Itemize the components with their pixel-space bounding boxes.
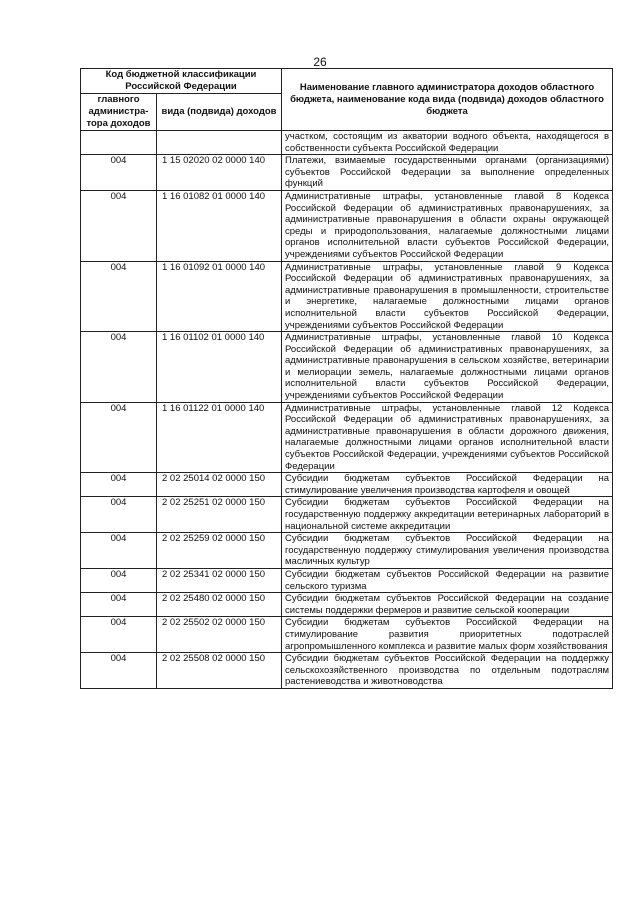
admin-code-cell: 004: [81, 473, 157, 497]
revenue-code-cell: 2 02 25502 02 0000 150: [157, 617, 282, 653]
admin-code-cell: 004: [81, 155, 157, 191]
revenue-name-cell: Субсидии бюджетам субъектов Российской Федерации на государственную поддержку стимулирования увеличения производства масличных культур: [282, 533, 613, 569]
revenue-code-cell: 2 02 25480 02 0000 150: [157, 593, 282, 617]
admin-code-cell: 004: [81, 617, 157, 653]
revenue-code-cell: 1 15 02020 02 0000 140: [157, 155, 282, 191]
revenue-name-cell: Административные штрафы, установленные главой 12 Кодекса Российской Федерации об административных правонарушениях, за административные правонарушения в области дорожного движения, налагаемые должностными лицами органов исполнительной власти субъектов Российской Федерации, учреждениями субъектов Российской Федерации: [282, 402, 613, 473]
table-row: [81, 617, 613, 653]
table-row: [81, 131, 613, 155]
table-row: [81, 402, 613, 473]
table-row: [81, 473, 613, 497]
table-row: [81, 332, 613, 403]
revenue-name-cell: Субсидии бюджетам субъектов Российской Федерации на создание системы поддержки фермеров и развитие сельской кооперации: [282, 593, 613, 617]
page-number: 26: [313, 55, 327, 69]
table-body: [81, 131, 613, 689]
revenue-name-cell: Административные штрафы, установленные главой 9 Кодекса Российской Федерации об административных правонарушениях, за административные правонарушения в промышленности, строительстве и энергетике, налагаемые должностными лицами органов исполнительной власти субъектов Российской Федерации, учреждениями субъектов Российской Федерации: [282, 261, 613, 332]
admin-code-cell: 004: [81, 593, 157, 617]
admin-code-cell: 004: [81, 653, 157, 689]
table-row: [81, 261, 613, 332]
revenue-code-cell: [157, 131, 282, 155]
revenue-code-cell: 1 16 01082 01 0000 140: [157, 190, 282, 261]
budget-classification-table: [80, 68, 613, 689]
table-row: [81, 568, 613, 592]
admin-code-cell: 004: [81, 497, 157, 533]
revenue-name-cell: Субсидии бюджетам субъектов Российской Федерации на поддержку сельскохозяйственного производства по отдельным подотраслям растениеводства и животноводства: [282, 653, 613, 689]
table-row: [81, 155, 613, 191]
admin-code-cell: [81, 131, 157, 155]
table-row: [81, 497, 613, 533]
admin-code-cell: 004: [81, 568, 157, 592]
table-row: [81, 653, 613, 689]
revenue-name-cell: Субсидии бюджетам субъектов Российской Федерации на развитие сельского туризма: [282, 568, 613, 592]
revenue-code-cell: 1 16 01122 01 0000 140: [157, 402, 282, 473]
revenue-name-cell: Субсидии бюджетам субъектов Российской Федерации на государственную поддержку аккредитации ветеринарных лабораторий в национальной системе аккредитации: [282, 497, 613, 533]
revenue-code-cell: 2 02 25341 02 0000 150: [157, 568, 282, 592]
revenue-name-cell: Субсидии бюджетам субъектов Российской Федерации на стимулирование развития приоритетных подотраслей агропромышленного комплекса и развитие малых форм хозяйствования: [282, 617, 613, 653]
revenue-name-cell: Административные штрафы, установленные главой 10 Кодекса Российской Федерации об административных правонарушениях, за административные правонарушения в сельском хозяйстве, ветеринарии и мелиорации земель, налагаемые должностными лицами органов исполнительной власти субъектов Российской Федерации, учреждениями субъектов Российской Федерации: [282, 332, 613, 403]
revenue-code-cell: 2 02 25508 02 0000 150: [157, 653, 282, 689]
admin-code-cell: 004: [81, 261, 157, 332]
table-row: [81, 533, 613, 569]
header-admin: главного администра-тора доходов: [81, 94, 157, 131]
table-row: [81, 190, 613, 261]
revenue-code-cell: 1 16 01102 01 0000 140: [157, 332, 282, 403]
admin-code-cell: 004: [81, 402, 157, 473]
revenue-code-cell: 1 16 01092 01 0000 140: [157, 261, 282, 332]
admin-code-cell: 004: [81, 190, 157, 261]
header-code: вида (подвида) доходов: [157, 94, 282, 131]
revenue-name-cell: Платежи, взимаемые государственными органами (организациями) субъектов Российской Федерации за выполнение определенных функций: [282, 155, 613, 191]
revenue-code-cell: 2 02 25251 02 0000 150: [157, 497, 282, 533]
revenue-name-cell: участком, состоящим из акватории водного объекта, находящегося в собственности субъекта Российской Федерации: [282, 131, 613, 155]
revenue-name-cell: Субсидии бюджетам субъектов Российской Федерации на стимулирование увеличения производства картофеля и овощей: [282, 473, 613, 497]
header-name: Наименование главного администратора доходов областного бюджета, наименование кода вида (подвида) доходов областного бюджета: [282, 69, 613, 131]
revenue-code-cell: 2 02 25259 02 0000 150: [157, 533, 282, 569]
revenue-name-cell: Административные штрафы, установленные главой 8 Кодекса Российской Федерации об административных правонарушениях, за административные правонарушения в области охраны окружающей среды и природопользования, налагаемые должностными лицами органов исполнительной власти субъектов Российской Федерации, учреждениями субъектов Российской Федерации: [282, 190, 613, 261]
table-row: [81, 593, 613, 617]
admin-code-cell: 004: [81, 332, 157, 403]
header-code-group: Код бюджетной классификации Российской Федерации: [81, 69, 282, 94]
revenue-code-cell: 2 02 25014 02 0000 150: [157, 473, 282, 497]
admin-code-cell: 004: [81, 533, 157, 569]
